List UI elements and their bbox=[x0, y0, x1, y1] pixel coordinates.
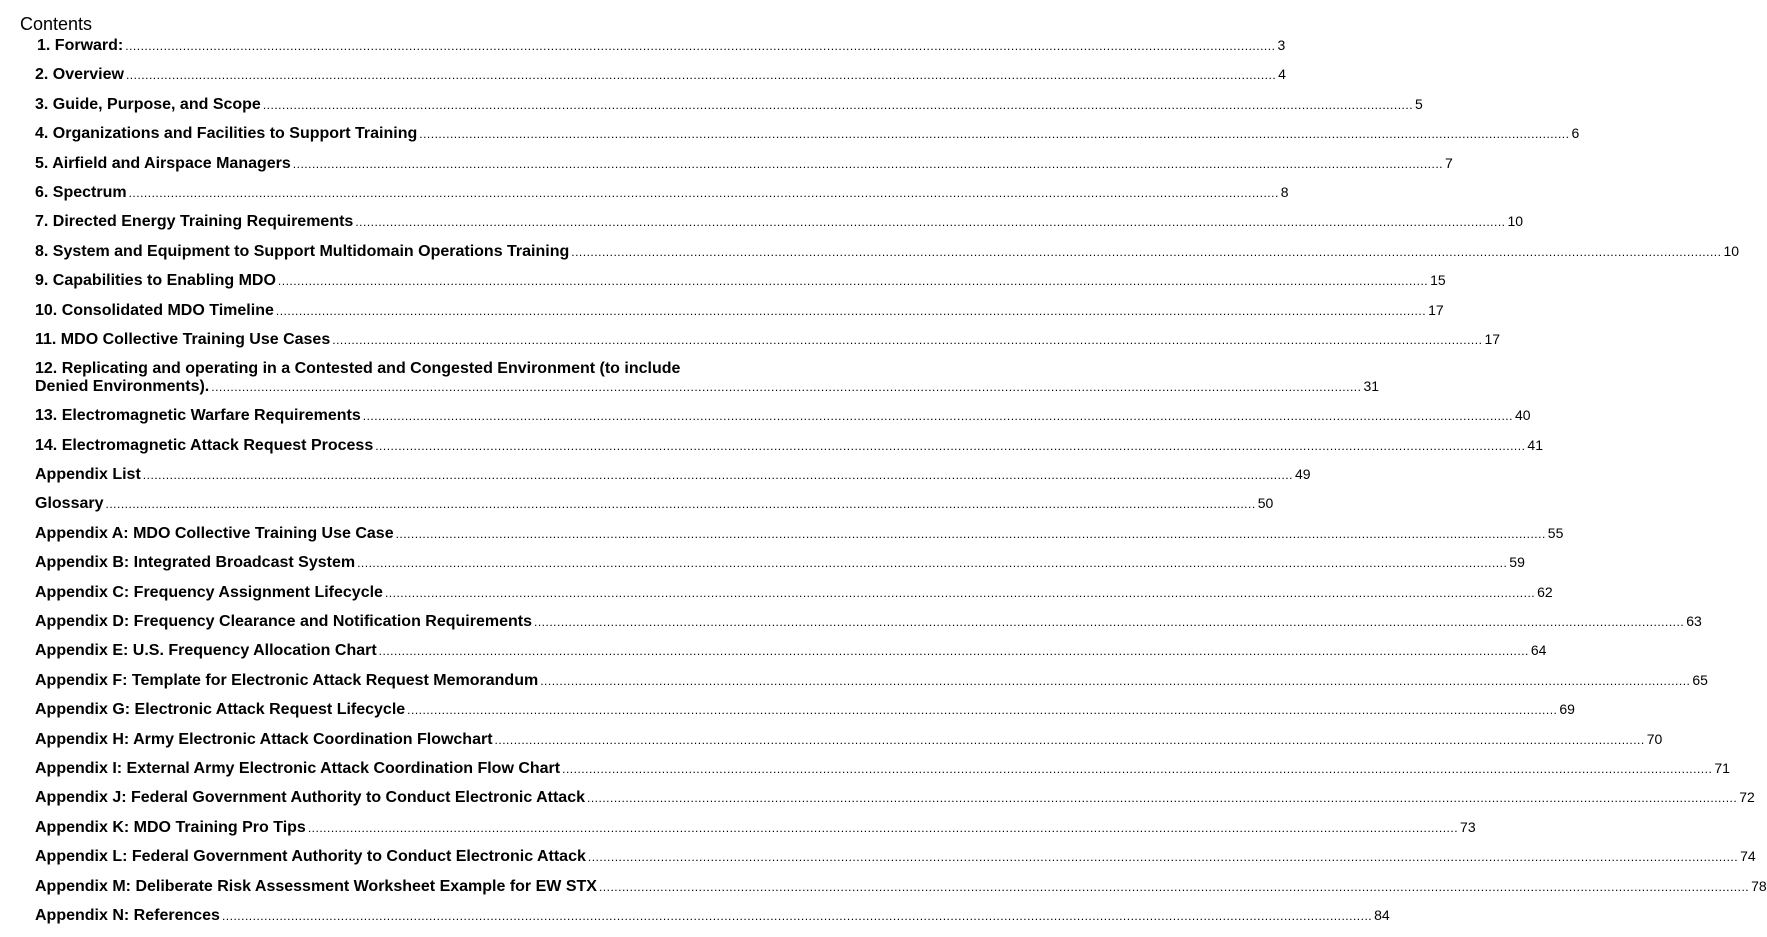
toc-entry[interactable] bbox=[35, 783, 1755, 812]
toc-entry[interactable] bbox=[35, 354, 1380, 401]
toc-page-number: 74 bbox=[1740, 848, 1756, 865]
toc-entry[interactable] bbox=[35, 237, 1740, 266]
toc-entry-label: Appendix A: MDO Collective Training Use Case bbox=[35, 524, 394, 542]
dot-leader: ............................................................................................................................................................................................................................................................................................................ bbox=[105, 497, 1256, 512]
toc-entry-label: 1. Forward: bbox=[37, 37, 124, 54]
dot-leader: ............................................................................................................................................................................................................................................................................................................ bbox=[142, 468, 1293, 483]
toc-entry-label: Glossary bbox=[35, 495, 104, 513]
toc-entry-label: 10. Consolidated MDO Timeline bbox=[35, 301, 274, 319]
toc-entry-label: Appendix N: References bbox=[35, 906, 220, 924]
toc-page-number: 3 bbox=[1277, 37, 1286, 53]
toc-page-number: 10 bbox=[1723, 242, 1740, 259]
toc-page-number: 78 bbox=[1751, 877, 1767, 894]
toc-page-number: 10 bbox=[1507, 213, 1524, 230]
toc-entry[interactable] bbox=[35, 266, 1446, 295]
toc-page-number: 70 bbox=[1646, 730, 1663, 747]
toc-entry-label: 5. Airfield and Airspace Managers bbox=[35, 154, 291, 172]
toc-page-number: 49 bbox=[1294, 466, 1311, 483]
dot-leader: ............................................................................................................................................................................................................................................................................................................ bbox=[587, 791, 1738, 806]
toc-page-number: 50 bbox=[1257, 495, 1274, 512]
toc-entry[interactable] bbox=[35, 90, 1423, 119]
toc-entry-label: 6. Spectrum bbox=[35, 183, 127, 201]
toc-page-number: 40 bbox=[1514, 407, 1531, 424]
toc-page-number: 55 bbox=[1547, 524, 1564, 541]
dot-leader: ............................................................................................................................................................................................................................................................................................................ bbox=[128, 185, 1279, 200]
dot-leader: ............................................................................................................................................................................................................................................................................................................ bbox=[221, 908, 1373, 923]
contents-heading: Contents bbox=[20, 14, 93, 34]
toc-page-number: 84 bbox=[1374, 906, 1390, 923]
toc-entry-label: Appendix L: Federal Government Authority to Conduct Electronic Attack bbox=[35, 848, 586, 866]
dot-leader: ............................................................................................................................................................................................................................................................................................................ bbox=[125, 39, 1276, 53]
toc-entry-label: Appendix I: External Army Electronic Attack Coordination Flow Chart bbox=[35, 759, 561, 777]
dot-leader: ............................................................................................................................................................................................................................................................................................................ bbox=[587, 850, 1739, 865]
toc-entry-label: Appendix C: Frequency Assignment Lifecycle bbox=[35, 583, 383, 601]
toc-entry[interactable] bbox=[35, 296, 1444, 325]
toc-entry-label: 9. Capabilities to Enabling MDO bbox=[35, 272, 276, 290]
toc-page-number: 64 bbox=[1530, 642, 1547, 659]
toc-entry[interactable] bbox=[35, 695, 1575, 724]
toc-entry[interactable] bbox=[35, 666, 1708, 695]
dot-leader: ............................................................................................................................................................................................................................................................................................................ bbox=[407, 703, 1558, 718]
toc-page-number: 6 bbox=[1571, 125, 1580, 142]
toc-entry-label: 11. MDO Collective Training Use Cases bbox=[35, 330, 331, 348]
toc-entry[interactable] bbox=[35, 149, 1453, 178]
toc-entry[interactable] bbox=[35, 607, 1702, 636]
toc-page-number: 41 bbox=[1527, 436, 1543, 453]
toc-entry[interactable] bbox=[35, 31, 1286, 60]
toc-entry[interactable] bbox=[35, 813, 1476, 842]
dot-leader: ............................................................................................................................................................................................................................................................................................................ bbox=[419, 127, 1570, 142]
toc-page-number: 17 bbox=[1428, 301, 1444, 318]
toc-entry-label: 14. Electromagnetic Attack Request Process bbox=[35, 436, 374, 454]
toc-page-number: 63 bbox=[1686, 613, 1702, 630]
toc-entry-label: Appendix F: Template for Electronic Attack Request Memorandum bbox=[35, 671, 539, 689]
toc-entry[interactable] bbox=[35, 636, 1547, 665]
toc-entry[interactable] bbox=[35, 325, 1501, 354]
table-of-contents bbox=[35, 31, 1767, 930]
toc-entry-label: 4. Organizations and Facilities to Support Training bbox=[35, 125, 418, 143]
toc-entry-label: Appendix J: Federal Government Authority to Conduct Electronic Attack bbox=[35, 789, 585, 807]
dot-leader: ............................................................................................................................................................................................................................................................................................................ bbox=[562, 761, 1713, 776]
toc-page-number: 73 bbox=[1460, 818, 1476, 835]
toc-entry[interactable] bbox=[35, 754, 1730, 783]
toc-entry-label: Appendix E: U.S. Frequency Allocation Chart bbox=[35, 642, 377, 660]
toc-entry[interactable] bbox=[35, 901, 1390, 930]
toc-entry[interactable] bbox=[35, 178, 1289, 207]
toc-page-number: 65 bbox=[1692, 671, 1708, 688]
dot-leader: ............................................................................................................................................................................................................................................................................................................ bbox=[571, 244, 1722, 259]
toc-entry[interactable] bbox=[35, 578, 1553, 607]
toc-entry-label: Appendix M: Deliberate Risk Assessment Worksheet Example for EW STX bbox=[35, 877, 597, 895]
toc-entry-label: 8. System and Equipment to Support Multidomain Operations Training bbox=[35, 242, 570, 260]
dot-leader: ............................................................................................................................................................................................................................................................................................................ bbox=[378, 644, 1529, 659]
dot-leader: ............................................................................................................................................................................................................................................................................................................ bbox=[275, 303, 1427, 318]
dot-leader: ............................................................................................................................................................................................................................................................................................................ bbox=[211, 380, 1362, 395]
dot-leader: ............................................................................................................................................................................................................................................................................................................ bbox=[598, 879, 1750, 894]
toc-entry-label: 3. Guide, Purpose, and Scope bbox=[35, 95, 261, 113]
dot-leader: ............................................................................................................................................................................................................................................................................................................ bbox=[362, 409, 1513, 424]
toc-page-number: 7 bbox=[1445, 154, 1453, 171]
toc-entry[interactable] bbox=[35, 842, 1756, 871]
toc-entry-label: Appendix K: MDO Training Pro Tips bbox=[35, 818, 306, 836]
dot-leader: ............................................................................................................................................................................................................................................................................................................ bbox=[355, 215, 1506, 230]
dot-leader: ............................................................................................................................................................................................................................................................................................................ bbox=[277, 274, 1429, 289]
toc-page-number: 4 bbox=[1278, 66, 1286, 83]
toc-entry[interactable] bbox=[35, 60, 1286, 89]
dot-leader: ............................................................................................................................................................................................................................................................................................................ bbox=[533, 615, 1685, 630]
toc-entry[interactable] bbox=[35, 401, 1531, 430]
toc-entry[interactable] bbox=[35, 872, 1767, 901]
toc-entry[interactable] bbox=[35, 489, 1274, 518]
toc-page-number: 8 bbox=[1280, 183, 1289, 200]
toc-entry[interactable] bbox=[35, 725, 1663, 754]
toc-entry-label: 13. Electromagnetic Warfare Requirements bbox=[35, 407, 361, 425]
toc-entry-label: Appendix B: Integrated Broadcast System bbox=[35, 554, 356, 572]
toc-entry[interactable] bbox=[35, 548, 1525, 577]
toc-page-number: 5 bbox=[1415, 95, 1423, 112]
toc-entry-label: 2. Overview bbox=[35, 66, 124, 84]
toc-page-number: 72 bbox=[1739, 789, 1755, 806]
toc-entry-label: Appendix D: Frequency Clearance and Notification Requirements bbox=[35, 613, 532, 631]
toc-entry-label-continued: Denied Environments). bbox=[35, 378, 210, 396]
toc-entry-label: 7. Directed Energy Training Requirements bbox=[35, 213, 354, 231]
dot-leader: ............................................................................................................................................................................................................................................................................................................ bbox=[307, 820, 1459, 835]
toc-page-number: 62 bbox=[1537, 583, 1553, 600]
toc-page-number: 15 bbox=[1430, 272, 1446, 289]
toc-entry-label: Appendix List bbox=[35, 466, 141, 484]
toc-page-number: 69 bbox=[1559, 701, 1575, 718]
toc-entry[interactable] bbox=[35, 431, 1543, 460]
dot-leader: ............................................................................................................................................................................................................................................................................................................ bbox=[375, 438, 1526, 453]
dot-leader: ............................................................................................................................................................................................................................................................................................................ bbox=[494, 732, 1645, 747]
toc-entry[interactable] bbox=[35, 519, 1564, 548]
dot-leader: ............................................................................................................................................................................................................................................................................................................ bbox=[292, 156, 1443, 171]
toc-entry[interactable] bbox=[35, 207, 1524, 236]
toc-entry[interactable] bbox=[35, 119, 1580, 148]
toc-page-number: 31 bbox=[1363, 378, 1380, 395]
toc-page-number: 59 bbox=[1509, 554, 1525, 571]
toc-entry-label: Appendix G: Electronic Attack Request Lifecycle bbox=[35, 701, 406, 719]
dot-leader: ............................................................................................................................................................................................................................................................................................................ bbox=[357, 556, 1508, 571]
dot-leader: ............................................................................................................................................................................................................................................................................................................ bbox=[395, 526, 1546, 541]
dot-leader: ............................................................................................................................................................................................................................................................................................................ bbox=[125, 68, 1277, 83]
toc-entry-label: Appendix H: Army Electronic Attack Coordination Flowchart bbox=[35, 730, 493, 748]
dot-leader: ............................................................................................................................................................................................................................................................................................................ bbox=[384, 585, 1536, 600]
toc-page-number: 17 bbox=[1484, 330, 1501, 347]
dot-leader: ............................................................................................................................................................................................................................................................................................................ bbox=[262, 97, 1414, 112]
toc-entry-label: 12. Replicating and operating in a Contested and Congested Environment (to include bbox=[35, 360, 681, 378]
dot-leader: ............................................................................................................................................................................................................................................................................................................ bbox=[332, 332, 1483, 347]
toc-page-number: 71 bbox=[1714, 759, 1730, 776]
toc-entry[interactable] bbox=[35, 460, 1311, 489]
dot-leader: ............................................................................................................................................................................................................................................................................................................ bbox=[540, 673, 1691, 688]
